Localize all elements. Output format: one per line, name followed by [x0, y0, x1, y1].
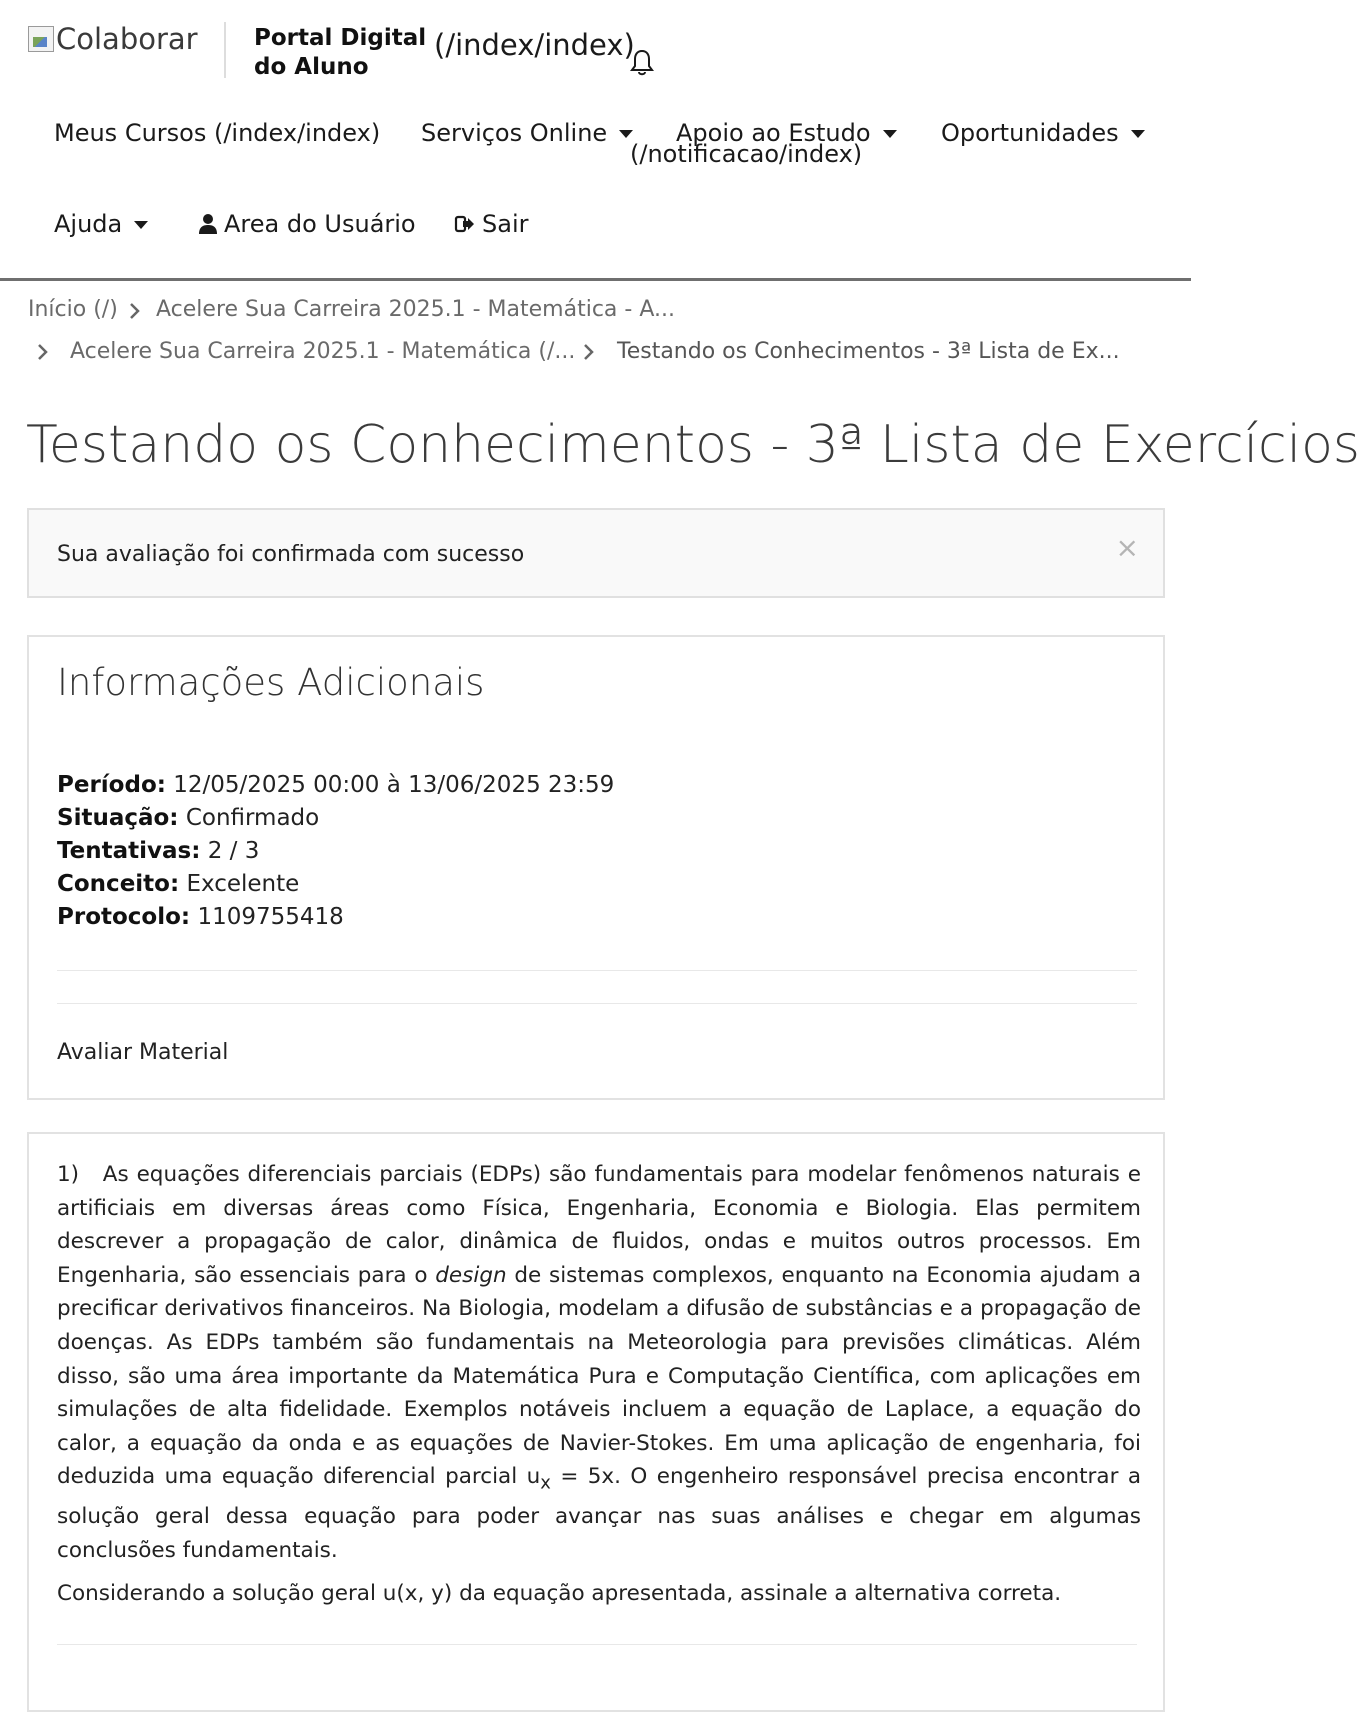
question-panel: [27, 1132, 1165, 1712]
divider: [57, 1003, 1137, 1004]
close-icon[interactable]: ×: [1115, 531, 1139, 564]
nav-servicos-online-label: Serviços Online: [421, 119, 608, 147]
portal-title-line2: do Aluno: [254, 54, 369, 80]
divider: [57, 970, 1137, 971]
portal-title-line1: Portal Digital: [254, 25, 427, 51]
logo-alt-text: Colaborar: [56, 22, 198, 56]
caret-down-icon: [883, 130, 897, 138]
question-text-part-c: = 5x. O engenheiro responsável precisa encontrar a solução geral dessa equação para poder avançar nas suas análises e chegar em algumas conclusões fundamentais.: [57, 1464, 1142, 1563]
user-icon: [198, 213, 218, 235]
nav-sair[interactable]: [454, 210, 528, 238]
caret-down-icon: [134, 221, 148, 229]
nav-oportunidades[interactable]: [941, 119, 1145, 147]
nav-servicos-online[interactable]: [421, 119, 633, 147]
nav-meus-cursos[interactable]: [54, 119, 380, 147]
info-panel-title: Informações Adicionais: [57, 661, 485, 704]
nav-meus-cursos-label: Meus Cursos (/index/index): [54, 119, 381, 147]
chevron-right-icon: [128, 301, 142, 321]
question-text-italic: design: [435, 1262, 507, 1288]
nav-apoio-estudo-label: Apoio ao Estudo: [676, 119, 871, 147]
protocolo-row: [57, 901, 614, 934]
nav-area-usuario-label: Area do Usuário: [224, 210, 416, 238]
site-logo[interactable]: [28, 22, 198, 56]
page-title: Testando os Conhecimentos - 3ª Lista de Exercícios: [26, 415, 1360, 475]
nav-ajuda[interactable]: [54, 210, 148, 238]
info-details: [57, 769, 614, 934]
protocolo-value: 1109755418: [197, 904, 344, 930]
avaliar-material-link[interactable]: Avaliar Material: [57, 1040, 229, 1065]
divider: [57, 1644, 1137, 1645]
notification-link[interactable]: (/notificacao/index): [630, 140, 863, 168]
tentativas-value: 2 / 3: [207, 838, 260, 864]
index-link[interactable]: (/index/index): [434, 28, 635, 62]
caret-down-icon: [1131, 130, 1145, 138]
situacao-label: Situação:: [57, 805, 179, 831]
chevron-right-icon: [36, 342, 50, 362]
logo-divider: [224, 22, 226, 78]
success-alert: [27, 508, 1165, 598]
info-panel: [27, 635, 1165, 1100]
caret-down-icon: [619, 130, 633, 138]
question-subscript: x: [540, 1472, 551, 1494]
periodo-label: Período:: [57, 772, 166, 798]
situacao-row: [57, 802, 614, 835]
conceito-value: Excelente: [186, 871, 300, 897]
question-prompt: Considerando a solução geral u(x, y) da equação apresentada, assinale a alternativa correta.: [57, 1581, 1062, 1606]
site-header: [0, 0, 1191, 281]
question-text-part-b: de sistemas complexos, enquanto na Economia ajudam a precificar derivativos financeiros. Na Biologia, modelam a difusão de substâncias e a propagação de doenças. As EDPs também são fundamentais na Meteorologia para previsões climáticas. Além disso, são uma área importante da Matemática Pura e Computação Científica, com aplicações em simulações de alta fidelidade. Exemplos notáveis incluem a equação de Laplace, a equação do calor, a equação da onda e as equações de Navier-Stokes. Em uma aplicação de engenharia, foi deduzida uma equação diferencial parcial u: [57, 1262, 1141, 1490]
alert-message: Sua avaliação foi confirmada com sucesso: [57, 542, 525, 567]
question-text-part-a: As equações diferenciais parciais (EDPs) são fundamentais para modelar fenômenos naturais e artificiais em diversas áreas como Física, Engenharia, Economia e Biologia. Elas permitem descrever a propagação de calor, dinâmica de fluidos, ondas e muitos outros processos. Em Engenharia, são essenciais para o: [57, 1162, 1141, 1288]
periodo-row: [57, 769, 614, 802]
question-text: [57, 1158, 1141, 1567]
breadcrumb-item-2[interactable]: Acelere Sua Carreira 2025.1 - Matemática (/...: [70, 339, 576, 364]
nav-oportunidades-label: Oportunidades: [941, 119, 1119, 147]
tentativas-label: Tentativas:: [57, 838, 201, 864]
tentativas-row: [57, 835, 614, 868]
periodo-value: 12/05/2025 00:00 à 13/06/2025 23:59: [173, 772, 615, 798]
protocolo-label: Protocolo:: [57, 904, 191, 930]
breadcrumb-inicio[interactable]: Início (/): [28, 297, 118, 322]
breadcrumb-item-1[interactable]: Acelere Sua Carreira 2025.1 - Matemática - A...: [156, 297, 675, 322]
broken-image-icon: [28, 26, 54, 52]
question-number: 1): [57, 1162, 80, 1187]
conceito-row: [57, 868, 614, 901]
portal-title: [254, 24, 426, 82]
bell-icon[interactable]: [628, 48, 656, 78]
nav-area-usuario[interactable]: [198, 210, 416, 238]
sign-out-icon: [454, 214, 476, 234]
conceito-label: Conceito:: [57, 871, 180, 897]
nav-ajuda-label: Ajuda: [54, 210, 123, 238]
breadcrumb-current: Testando os Conhecimentos - 3ª Lista de Ex...: [617, 339, 1120, 364]
situacao-value: Confirmado: [185, 805, 320, 831]
nav-sair-label: Sair: [482, 210, 529, 238]
chevron-right-icon: [582, 342, 596, 362]
